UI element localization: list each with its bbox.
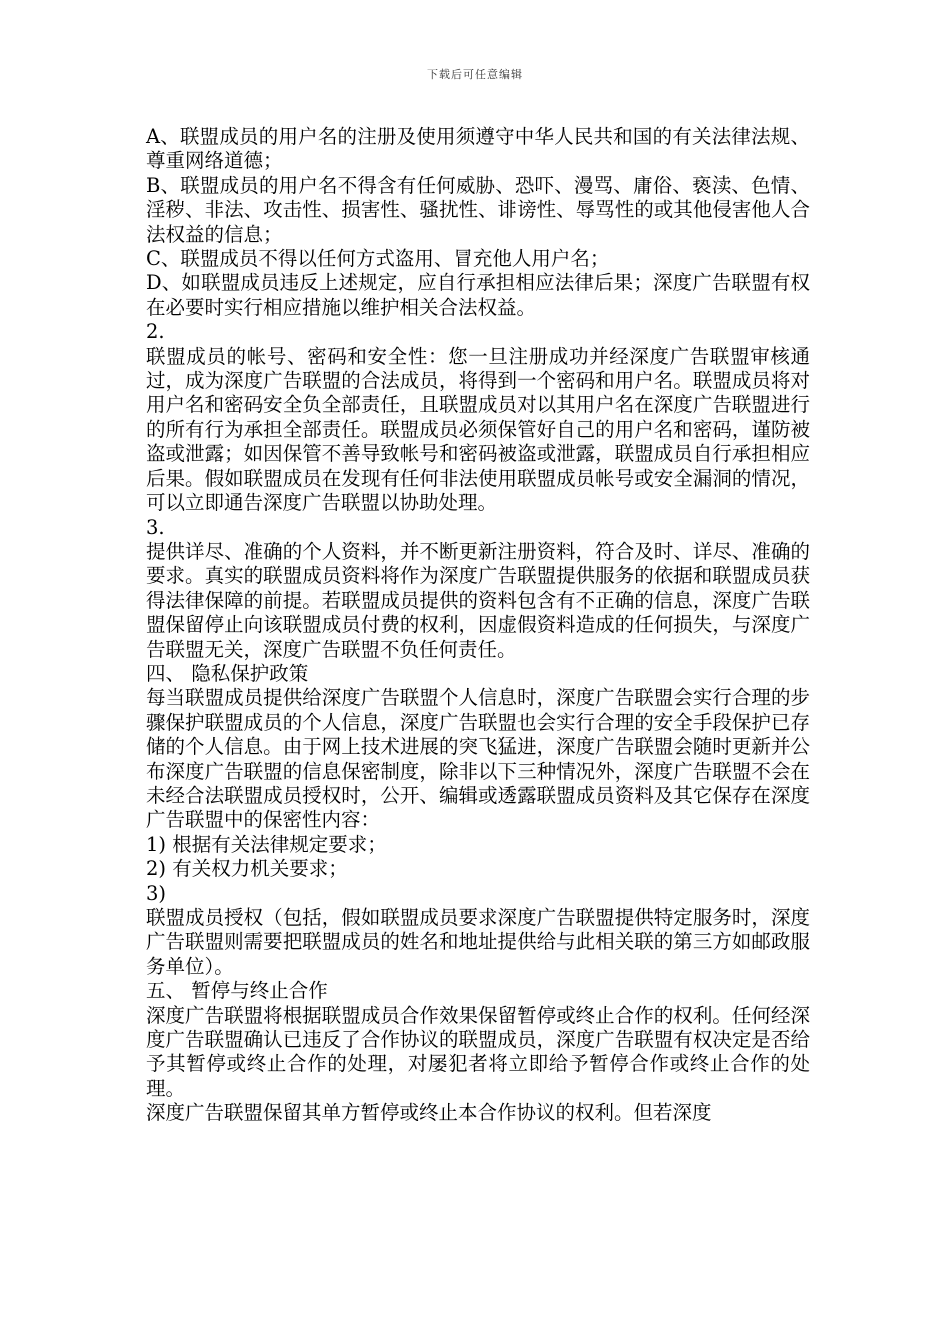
document-body <box>146 125 810 1126</box>
section-heading-privacy: 四、 隐私保护政策 <box>146 661 309 685</box>
paragraph-rule-d: D、如联盟成员违反上述规定，应自行承担相应法律后果；深度广告联盟有权在必要时实行相应措施以维护相关合法权益。 <box>146 271 810 319</box>
paragraph-personal-info: 提供详尽、准确的个人资料，并不断更新注册资料，符合及时、详尽、准确的要求。真实的联盟成员资料将作为深度广告联盟提供服务的依据和联盟成员获得法律保障的前提。若联盟成员提供的资料包含有不正确的信息，深度广告联盟保留停止向该联盟成员付费的权利，因虚假资料造成的任何损失，与深度广告联盟无关，深度广告联盟不负任何责任。 <box>146 539 810 661</box>
paragraph-account-security: 联盟成员的帐号、密码和安全性：您一旦注册成功并经深度广告联盟审核通过，成为深度广告联盟的合法成员，将得到一个密码和用户名。联盟成员将对用户名和密码安全负全部责任，且联盟成员对以其用户名在深度广告联盟进行的所有行为承担全部责任。联盟成员必须保管好自己的用户名和密码，谨防被盗或泄露；如因保管不善导致帐号和密码被盗或泄露，联盟成员自行承担相应后果。假如联盟成员在发现有任何非法使用联盟成员帐号或安全漏洞的情况，可以立即通告深度广告联盟以协助处理。 <box>146 344 810 515</box>
paragraph-termination-rights: 深度广告联盟将根据联盟成员合作效果保留暂停或终止合作的权利。任何经深度广告联盟确认已违反了合作协议的联盟成员，深度广告联盟有权决定是否给予其暂停或终止合作的处理，对屡犯者将立即给予暂停合作或终止合作的处理。 <box>146 1003 810 1100</box>
privacy-case-1: 1) 根据有关法律规定要求； <box>146 832 387 856</box>
item-number-3: 3. <box>146 515 165 539</box>
privacy-case-3-number: 3) <box>146 881 167 905</box>
page-header: 下载后可任意编辑 <box>427 68 523 81</box>
paragraph-rule-a: A、联盟成员的用户名的注册及使用须遵守中华人民共和国的有关法律法规、尊重网络道德； <box>146 125 810 173</box>
privacy-case-2: 2) 有关权力机关要求； <box>146 857 348 881</box>
paragraph-rule-b: B、联盟成员的用户名不得含有任何威胁、恐吓、漫骂、庸俗、亵渎、色情、淫秽、非法、攻击性、损害性、骚扰性、诽谤性、辱骂性的或其他侵害他人合法权益的信息； <box>146 173 810 246</box>
item-number-2: 2. <box>146 320 165 344</box>
paragraph-privacy-policy: 每当联盟成员提供给深度广告联盟个人信息时，深度广告联盟会实行合理的步骤保护联盟成员的个人信息，深度广告联盟也会实行合理的安全手段保护已存储的个人信息。由于网上技术进展的突飞猛进，深度广告联盟会随时更新并公布深度广告联盟的信息保密制度，除非以下三种情况外，深度广告联盟不会在未经合法联盟成员授权时，公开、编辑或透露联盟成员资料及其它保存在深度广告联盟中的保密性内容： <box>146 686 810 832</box>
paragraph-unilateral-termination: 深度广告联盟保留其单方暂停或终止本合作协议的权利。但若深度 <box>146 1101 712 1125</box>
section-heading-termination: 五、 暂停与终止合作 <box>146 979 328 1003</box>
paragraph-member-authorization: 联盟成员授权（包括，假如联盟成员要求深度广告联盟提供特定服务时，深度广告联盟则需要把联盟成员的姓名和地址提供给与此相关联的第三方如邮政服务单位）。 <box>146 906 810 978</box>
paragraph-rule-c: C、联盟成员不得以任何方式盗用、冒充他人用户名； <box>146 247 610 271</box>
